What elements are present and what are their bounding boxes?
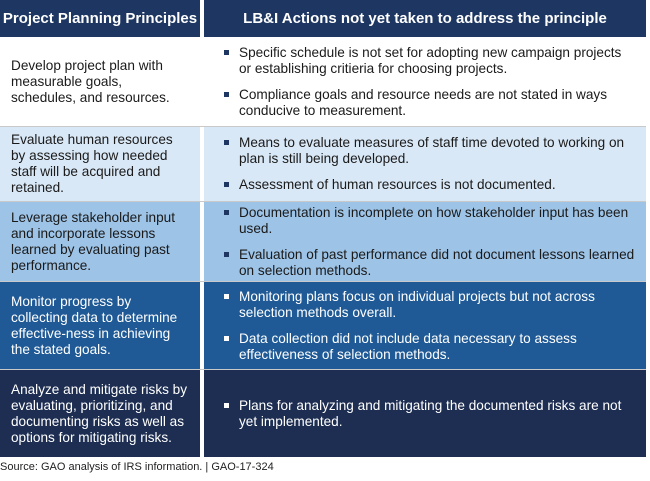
action-item: Assessment of human resources is not documented. [224,177,636,193]
principle-cell: Leverage stakeholder input and incorporate lessons learned by evaluating past performance. [0,202,200,281]
actions-cell [204,202,646,281]
header-actions: LB&I Actions not yet taken to address the principle [204,0,646,37]
table-header [0,0,646,37]
table-row [0,202,646,281]
actions-cell [204,37,646,126]
bullet-square-icon [224,140,229,145]
bullet-square-icon [224,92,229,97]
principle-cell: Monitor progress by collecting data to determine effective-ness in achieving the stated goals. [0,282,200,369]
table-row [0,37,646,126]
bullet-square-icon [224,294,229,299]
table-row [0,370,646,457]
principle-cell: Analyze and mitigate risks by evaluating, prioritizing, and documenting risks as well as options for mitigating risks. [0,370,200,457]
actions-cell [204,282,646,369]
bullet-square-icon [224,252,229,257]
source-note: Source: GAO analysis of IRS information. | GAO-17-324 [0,461,274,473]
action-item: Means to evaluate measures of staff time devoted to working on plan is still being developed. [224,135,636,167]
action-item: Monitoring plans focus on individual projects but not across selection methods overall. [224,289,636,321]
bullet-square-icon [224,403,229,408]
action-item: Specific schedule is not set for adopting new campaign projects or establishing critieria for choosing projects. [224,45,636,77]
bullet-square-icon [224,210,229,215]
header-principles: Project Planning Principles [0,0,200,37]
table-row [0,282,646,369]
table-row [0,127,646,201]
action-item: Plans for analyzing and mitigating the documented risks are not yet implemented. [224,398,636,430]
bullet-square-icon [224,336,229,341]
actions-cell [204,127,646,201]
action-item: Documentation is incomplete on how stakeholder input has been used. [224,205,636,237]
bullet-square-icon [224,50,229,55]
actions-cell [204,370,646,457]
action-item: Evaluation of past performance did not document lessons learned on selection methods. [224,247,636,279]
principle-cell: Develop project plan with measurable goals, schedules, and resources. [0,37,200,126]
action-item: Compliance goals and resource needs are not stated in ways conducive to measurement. [224,87,636,119]
bullet-square-icon [224,182,229,187]
principle-cell: Evaluate human resources by assessing how needed staff will be acquired and retained. [0,127,200,201]
action-item: Data collection did not include data necessary to assess effectiveness of selection methods. [224,331,636,363]
